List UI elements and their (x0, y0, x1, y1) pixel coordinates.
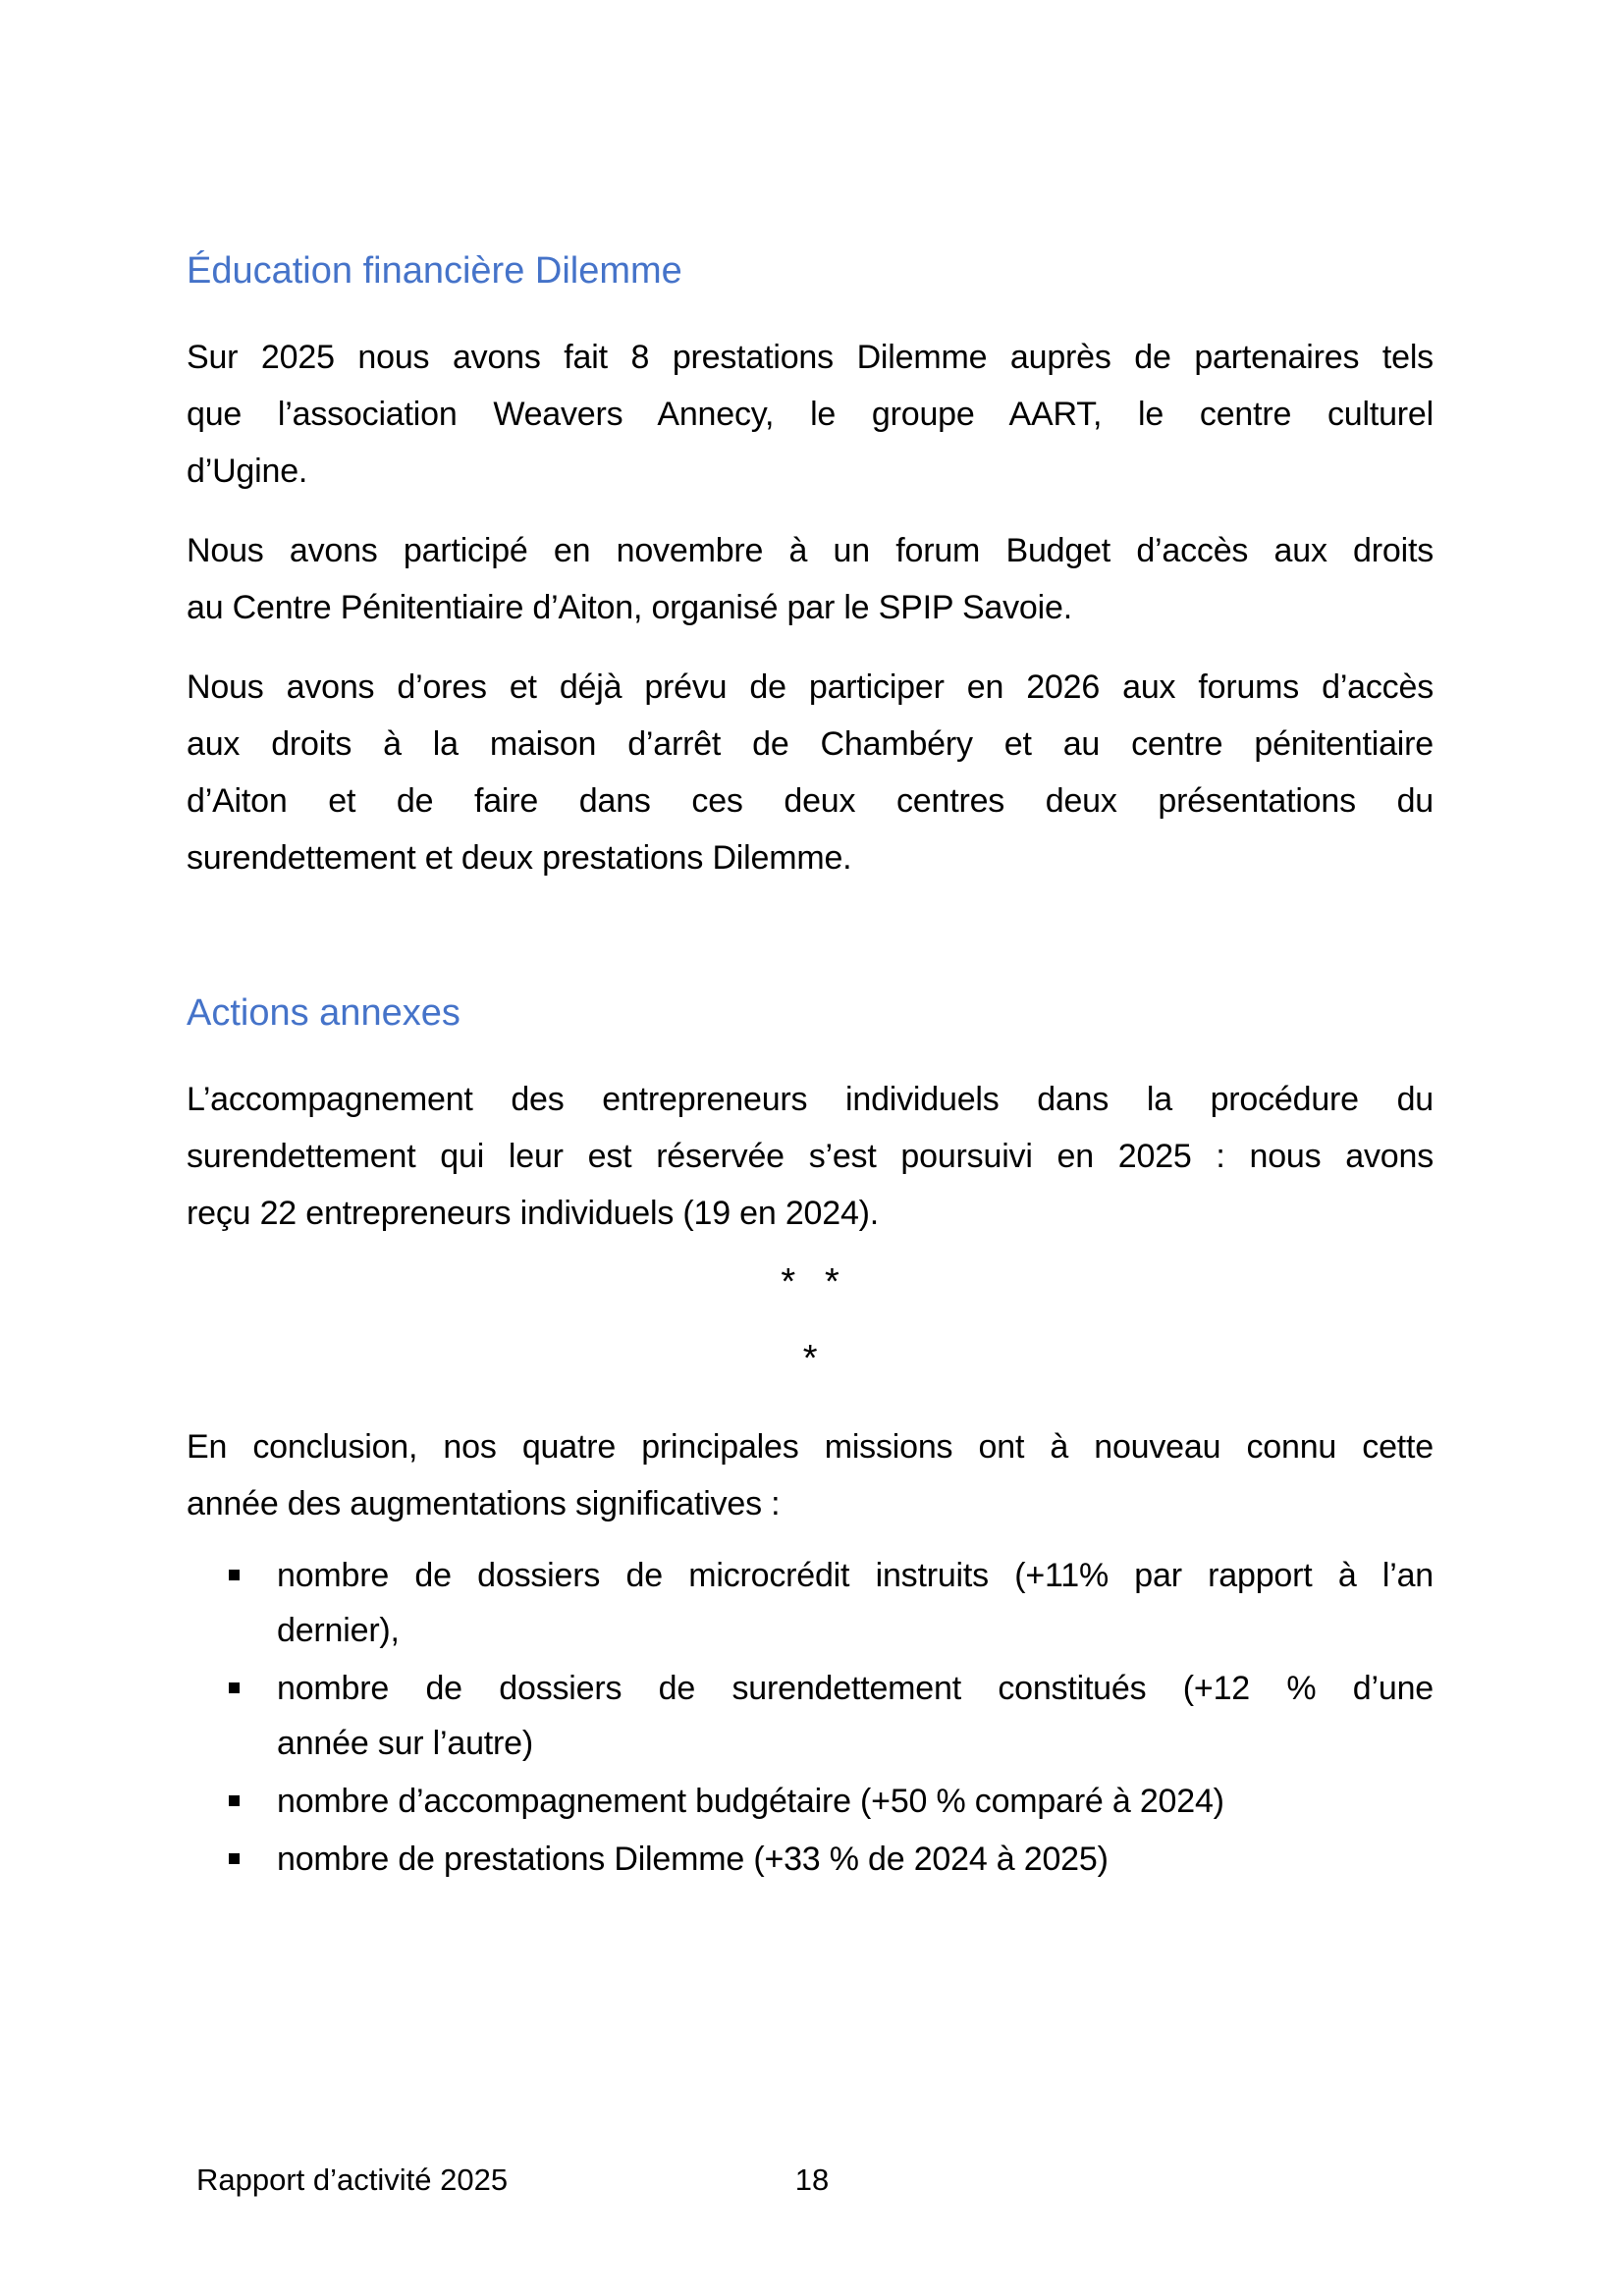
paragraph-line: reçu 22 entrepreneurs individuels (19 en 2024). (187, 1195, 880, 1232)
page-number: 18 (794, 2163, 830, 2197)
body-paragraph (187, 329, 1434, 500)
footer-report-title: Rapport d’activité 2025 (196, 2163, 509, 2197)
list-item (187, 1661, 1434, 1771)
bullet-square-icon (229, 1570, 240, 1580)
paragraph-line: nombre de prestations Dilemme (+33 % de 2024 à 2025) (277, 1841, 1109, 1878)
body-paragraph (187, 522, 1434, 636)
paragraph-line: au Centre Pénitentiaire d’Aiton, organisé par le SPIP Savoie. (187, 589, 1072, 626)
paragraph-line: Nous avons participé en novembre à un forum Budget d’accès aux droits (187, 532, 1434, 569)
paragraph-line: d’Ugine. (187, 453, 308, 490)
asterisk-glyph: * (802, 1338, 818, 1379)
list-item (187, 1832, 1434, 1887)
section-heading: Actions annexes (187, 992, 460, 1034)
paragraph-line: L’accompagnement des entrepreneurs individuels dans la procédure du (187, 1081, 1434, 1118)
paragraph-line: année des augmentations significatives : (187, 1485, 781, 1522)
paragraph-line: aux droits à la maison d’arrêt de Chambéry et au centre pénitentiaire (187, 725, 1434, 763)
list-item (187, 1774, 1434, 1829)
bullet-square-icon (229, 1682, 240, 1693)
paragraph-line: Nous avons d’ores et déjà prévu de participer en 2026 aux forums d’accès (187, 668, 1434, 706)
paragraph-line: En conclusion, nos quatre principales missions ont à nouveau connu cette (187, 1428, 1434, 1466)
paragraph-line: nombre d’accompagnement budgétaire (+50 % comparé à 2024) (277, 1783, 1224, 1820)
body-paragraph (187, 1418, 1434, 1532)
paragraph-line: nombre de dossiers de surendettement constitués (+12 % d’une (277, 1670, 1434, 1707)
asterisk-separator (187, 1254, 1434, 1387)
bullet-square-icon (229, 1853, 240, 1864)
asterisk-glyph: * (825, 1261, 839, 1303)
asterisk-row (187, 1330, 1434, 1387)
paragraph-line: que l’association Weavers Annecy, le groupe AART, le centre culturel (187, 396, 1434, 433)
bullet-list (187, 1548, 1434, 1887)
section-heading: Éducation financière Dilemme (187, 250, 682, 292)
paragraph-line: dernier), (277, 1612, 400, 1649)
body-paragraph (187, 659, 1434, 886)
paragraph-line: année sur l’autre) (277, 1725, 533, 1762)
paragraph-line: surendettement qui leur est réservée s’est poursuivi en 2025 : nous avons (187, 1138, 1434, 1175)
asterisk-glyph: * (781, 1261, 795, 1303)
body-paragraph (187, 1071, 1434, 1242)
paragraph-line: nombre de dossiers de microcrédit instruits (+11% par rapport à l’an (277, 1557, 1434, 1594)
asterisk-row (187, 1254, 1434, 1310)
paragraph-line: d’Aiton et de faire dans ces deux centres deux présentations du (187, 782, 1434, 820)
paragraph-line: Sur 2025 nous avons fait 8 prestations Dilemme auprès de partenaires tels (187, 339, 1434, 376)
bullet-square-icon (229, 1795, 240, 1806)
list-item (187, 1548, 1434, 1658)
document-body (187, 0, 1434, 1887)
paragraph-line: surendettement et deux prestations Dilemme. (187, 839, 852, 877)
